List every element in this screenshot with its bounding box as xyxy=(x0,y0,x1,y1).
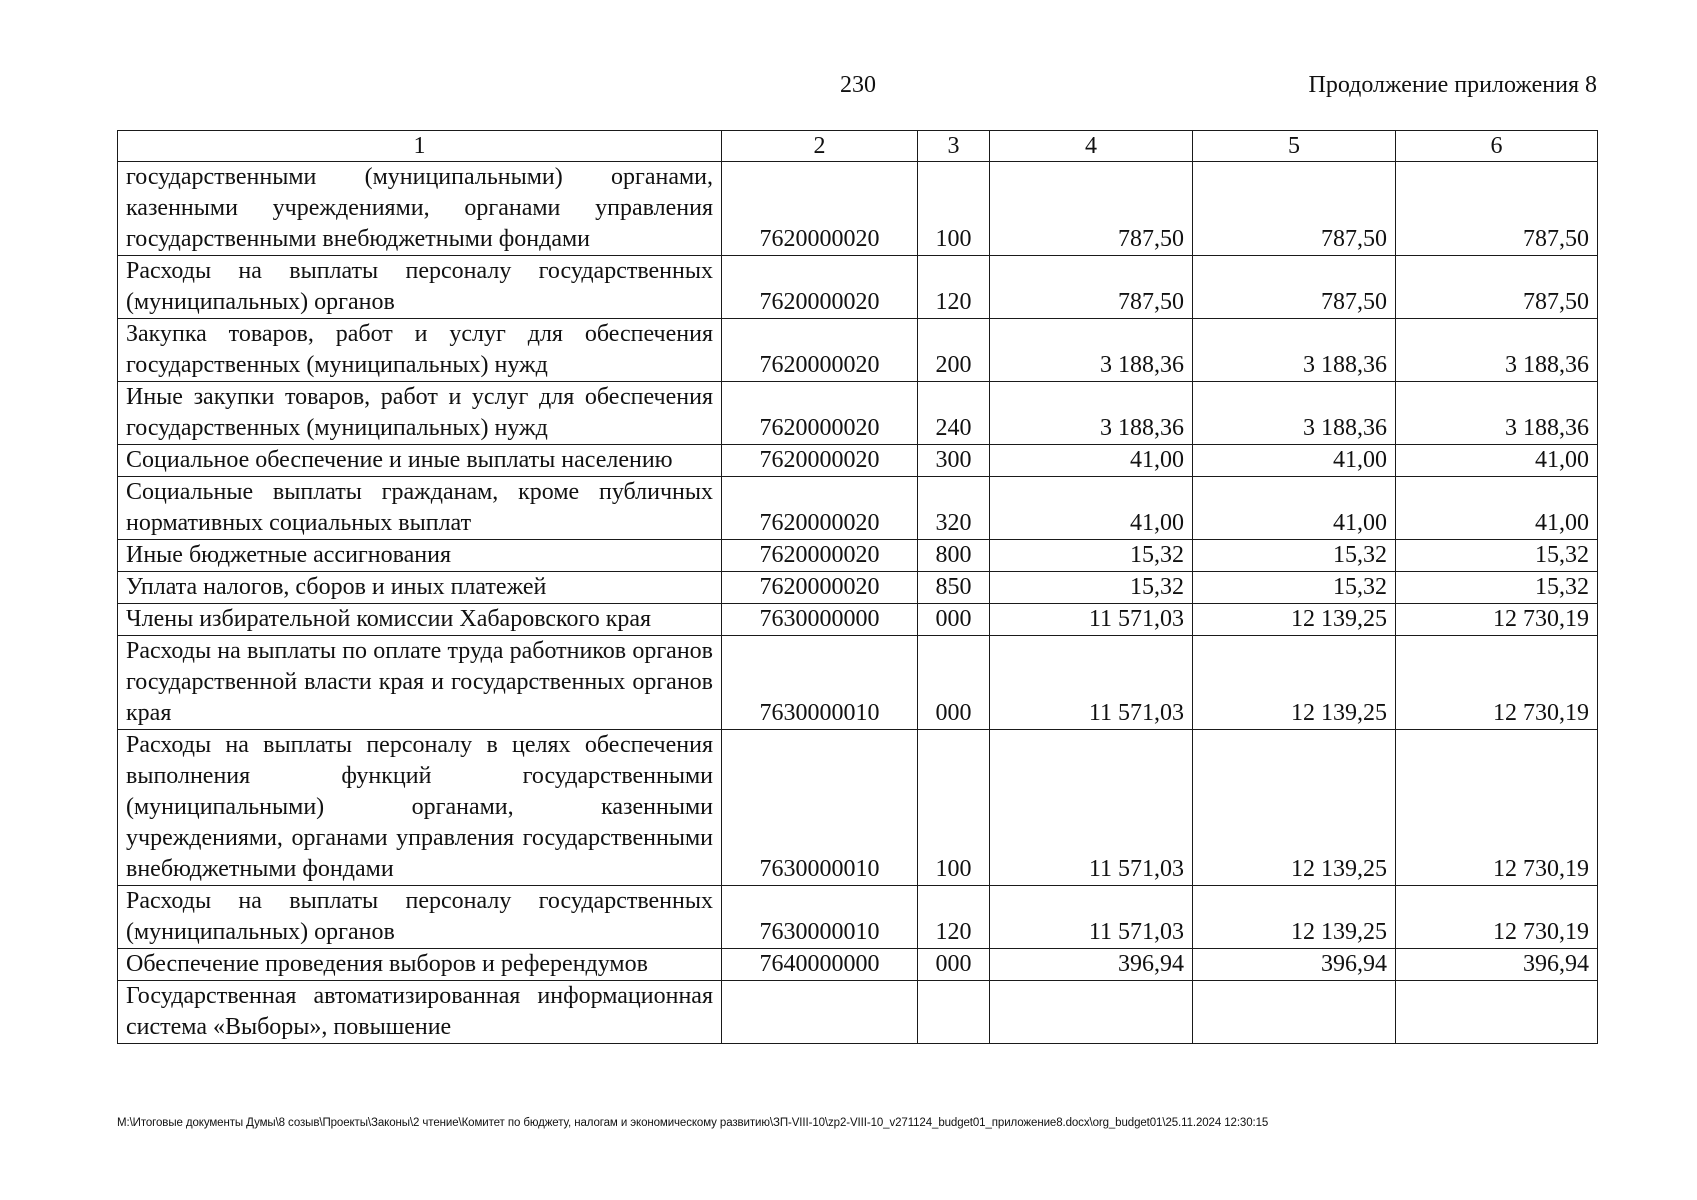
target-code-cell: 7620000020 xyxy=(722,445,918,477)
table-row xyxy=(118,540,1598,572)
expense-kind-cell: 300 xyxy=(918,445,990,477)
budget-table xyxy=(117,130,1598,1044)
amount-cell-col4: 15,32 xyxy=(990,540,1193,572)
target-code-cell: 7620000020 xyxy=(722,162,918,256)
table-row xyxy=(118,886,1598,949)
row-name-cell: Расходы на выплаты персоналу государственных (муниципальных) органов xyxy=(118,886,722,949)
row-name-cell: Социальное обеспечение и иные выплаты населению xyxy=(118,445,722,477)
target-code-cell: 7620000020 xyxy=(722,572,918,604)
target-code-cell: 7620000020 xyxy=(722,382,918,445)
amount-cell-col6: 12 730,19 xyxy=(1396,886,1598,949)
amount-cell-col4: 11 571,03 xyxy=(990,604,1193,636)
target-code-cell: 7620000020 xyxy=(722,319,918,382)
column-header: 6 xyxy=(1396,131,1598,162)
amount-cell-col5: 12 139,25 xyxy=(1193,730,1396,886)
table-header-row xyxy=(118,131,1598,162)
amount-cell-col6: 12 730,19 xyxy=(1396,730,1598,886)
amount-cell-col5: 15,32 xyxy=(1193,572,1396,604)
expense-kind-cell: 850 xyxy=(918,572,990,604)
amount-cell-col4: 3 188,36 xyxy=(990,382,1193,445)
expense-kind-cell xyxy=(918,981,990,1044)
amount-cell-col5: 12 139,25 xyxy=(1193,604,1396,636)
table-row xyxy=(118,256,1598,319)
row-name-cell: Государственная автоматизированная информационная система «Выборы», повышение xyxy=(118,981,722,1044)
amount-cell-col4: 15,32 xyxy=(990,572,1193,604)
row-name-cell: Закупка товаров, работ и услуг для обеспечения государственных (муниципальных) нужд xyxy=(118,319,722,382)
target-code-cell: 7630000010 xyxy=(722,886,918,949)
amount-cell-col5: 396,94 xyxy=(1193,949,1396,981)
table-row xyxy=(118,319,1598,382)
amount-cell-col4: 11 571,03 xyxy=(990,886,1193,949)
target-code-cell: 7620000020 xyxy=(722,540,918,572)
document-file-path: M:\Итоговые документы Думы\8 созыв\Проекты\Законы\2 чтение\Комитет по бюджету, налогам и экономическому развитию\ЗП-VIII-10\zp2-VIII-10_v271124_budget01_приложение8.docx\org_budget01\25.11.2024 12:30:15 xyxy=(117,1117,1269,1129)
amount-cell-col5: 12 139,25 xyxy=(1193,886,1396,949)
amount-cell-col4: 3 188,36 xyxy=(990,319,1193,382)
amount-cell-col4: 41,00 xyxy=(990,445,1193,477)
amount-cell-col6: 396,94 xyxy=(1396,949,1598,981)
row-name-cell: Расходы на выплаты по оплате труда работников органов государственной власти края и государственных органов края xyxy=(118,636,722,730)
table-row xyxy=(118,162,1598,256)
amount-cell-col4: 787,50 xyxy=(990,162,1193,256)
amount-cell-col5: 41,00 xyxy=(1193,477,1396,540)
expense-kind-cell: 100 xyxy=(918,162,990,256)
table-row xyxy=(118,477,1598,540)
table-row xyxy=(118,981,1598,1044)
expense-kind-cell: 000 xyxy=(918,636,990,730)
target-code-cell: 7620000020 xyxy=(722,256,918,319)
amount-cell-col4: 787,50 xyxy=(990,256,1193,319)
expense-kind-cell: 000 xyxy=(918,949,990,981)
amount-cell-col5 xyxy=(1193,981,1396,1044)
amount-cell-col4: 11 571,03 xyxy=(990,636,1193,730)
row-name-cell: Иные бюджетные ассигнования xyxy=(118,540,722,572)
amount-cell-col5: 3 188,36 xyxy=(1193,319,1396,382)
row-name-cell: Члены избирательной комиссии Хабаровского края xyxy=(118,604,722,636)
amount-cell-col4: 396,94 xyxy=(990,949,1193,981)
amount-cell-col6: 41,00 xyxy=(1396,445,1598,477)
target-code-cell xyxy=(722,981,918,1044)
amount-cell-col5: 41,00 xyxy=(1193,445,1396,477)
amount-cell-col6: 787,50 xyxy=(1396,256,1598,319)
table-row xyxy=(118,572,1598,604)
appendix-continuation-note: Продолжение приложения 8 xyxy=(1308,72,1597,98)
amount-cell-col4: 11 571,03 xyxy=(990,730,1193,886)
expense-kind-cell: 240 xyxy=(918,382,990,445)
column-header: 4 xyxy=(990,131,1193,162)
target-code-cell: 7640000000 xyxy=(722,949,918,981)
amount-cell-col5: 787,50 xyxy=(1193,162,1396,256)
table-row xyxy=(118,949,1598,981)
column-header: 2 xyxy=(722,131,918,162)
amount-cell-col6: 3 188,36 xyxy=(1396,319,1598,382)
row-name-cell: Социальные выплаты гражданам, кроме публичных нормативных социальных выплат xyxy=(118,477,722,540)
amount-cell-col6: 15,32 xyxy=(1396,572,1598,604)
amount-cell-col6 xyxy=(1396,981,1598,1044)
expense-kind-cell: 200 xyxy=(918,319,990,382)
column-header: 5 xyxy=(1193,131,1396,162)
table-row xyxy=(118,636,1598,730)
table-row xyxy=(118,730,1598,886)
amount-cell-col5: 3 188,36 xyxy=(1193,382,1396,445)
target-code-cell: 7620000020 xyxy=(722,477,918,540)
row-name-cell: Уплата налогов, сборов и иных платежей xyxy=(118,572,722,604)
expense-kind-cell: 800 xyxy=(918,540,990,572)
amount-cell-col4 xyxy=(990,981,1193,1044)
target-code-cell: 7630000010 xyxy=(722,730,918,886)
expense-kind-cell: 100 xyxy=(918,730,990,886)
row-name-cell: Иные закупки товаров, работ и услуг для обеспечения государственных (муниципальных) нужд xyxy=(118,382,722,445)
amount-cell-col6: 12 730,19 xyxy=(1396,636,1598,730)
table-row xyxy=(118,604,1598,636)
expense-kind-cell: 000 xyxy=(918,604,990,636)
row-name-cell: Обеспечение проведения выборов и референдумов xyxy=(118,949,722,981)
amount-cell-col5: 787,50 xyxy=(1193,256,1396,319)
table-row xyxy=(118,445,1598,477)
row-name-cell: государственными (муниципальными) органами, казенными учреждениями, органами управления государственными внебюджетными фондами xyxy=(118,162,722,256)
row-name-cell: Расходы на выплаты персоналу в целях обеспечения выполнения функций государственными (муниципальными) органами, казенными учреждениями, органами управления государственными внебюджетными фондами xyxy=(118,730,722,886)
amount-cell-col6: 15,32 xyxy=(1396,540,1598,572)
expense-kind-cell: 120 xyxy=(918,886,990,949)
amount-cell-col4: 41,00 xyxy=(990,477,1193,540)
amount-cell-col6: 3 188,36 xyxy=(1396,382,1598,445)
table-row xyxy=(118,382,1598,445)
expense-kind-cell: 320 xyxy=(918,477,990,540)
expense-kind-cell: 120 xyxy=(918,256,990,319)
column-header: 3 xyxy=(918,131,990,162)
amount-cell-col6: 787,50 xyxy=(1396,162,1598,256)
page-number: 230 xyxy=(840,72,876,98)
amount-cell-col6: 12 730,19 xyxy=(1396,604,1598,636)
target-code-cell: 7630000000 xyxy=(722,604,918,636)
amount-cell-col6: 41,00 xyxy=(1396,477,1598,540)
amount-cell-col5: 15,32 xyxy=(1193,540,1396,572)
amount-cell-col5: 12 139,25 xyxy=(1193,636,1396,730)
row-name-cell: Расходы на выплаты персоналу государственных (муниципальных) органов xyxy=(118,256,722,319)
column-header: 1 xyxy=(118,131,722,162)
target-code-cell: 7630000010 xyxy=(722,636,918,730)
